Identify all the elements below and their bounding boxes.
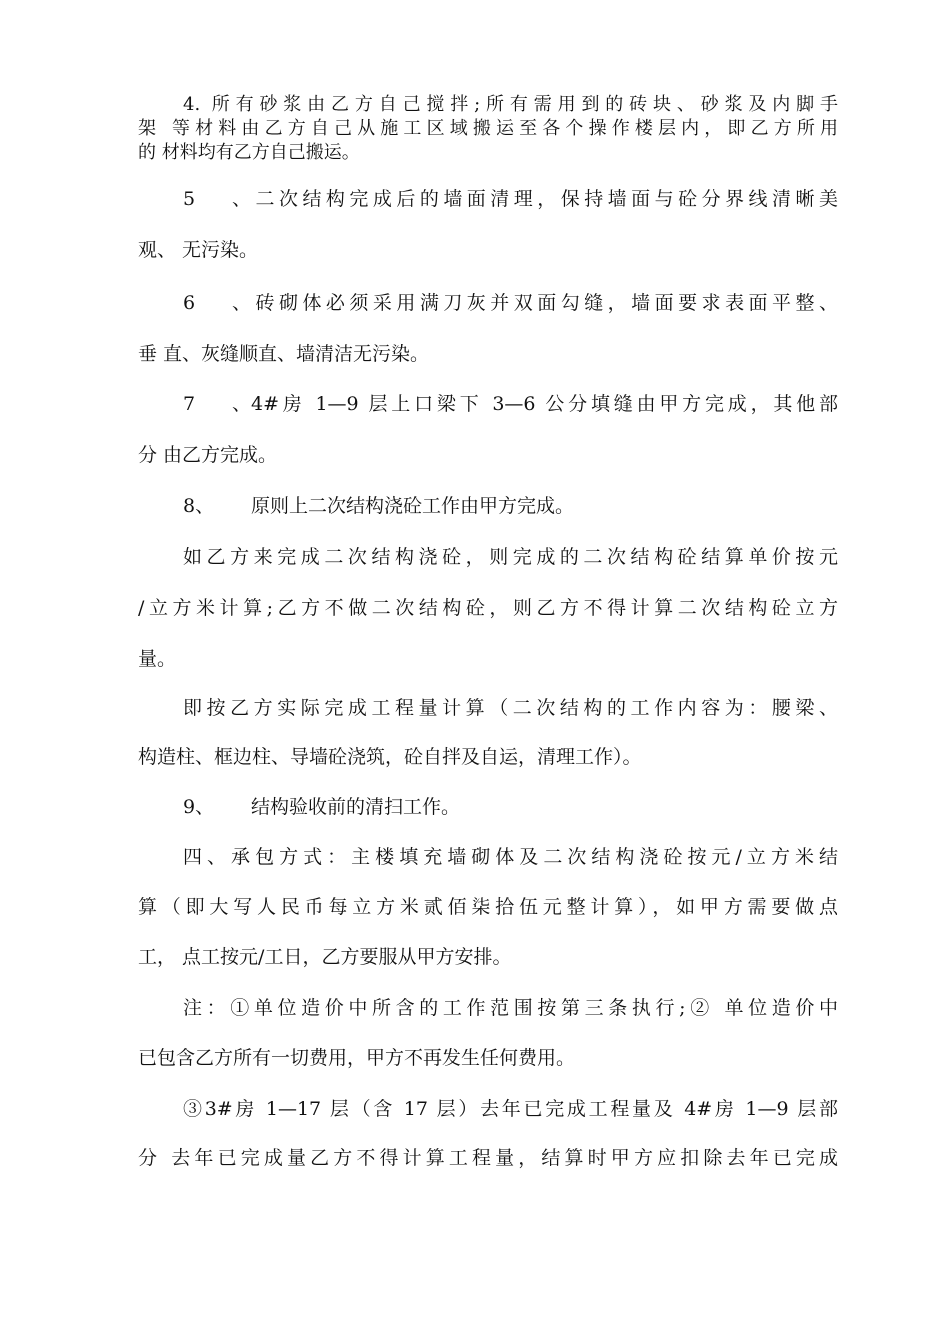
item-number: 9、 xyxy=(183,796,215,818)
text-line: 垂 直、灰缝顺直、墙清洁无污染。 xyxy=(138,343,430,365)
item-text: 4#房 1—9 层上口梁下 3—6 公分填缝由甲方完成，其他部 xyxy=(251,393,838,415)
list-item-9 xyxy=(183,795,838,819)
text-line: 观、 无污染。 xyxy=(138,239,259,261)
item-text: 结构验收前的清扫工作。 xyxy=(251,796,461,818)
text-line: 分 去年已完成量乙方不得计算工程量，结算时甲方应扣除去年已完成 xyxy=(138,1147,838,1169)
text-line: 即按乙方实际完成工程量计算（二次结构的工作内容为：腰梁、 xyxy=(183,697,838,719)
list-item-5 xyxy=(183,187,838,211)
item-text: 砖砌体必须采用满刀灰并双面勾缝，墙面要求表面平整、 xyxy=(251,292,838,314)
note-line: ③3#房 1—17 层（含 17 层）去年已完成工程量及 4#房 1—9 层部 xyxy=(183,1098,838,1120)
text-line: 分 由乙方完成。 xyxy=(138,444,278,466)
item-number: 8、 xyxy=(183,495,215,517)
list-item-6 xyxy=(183,291,838,315)
text-line: 的 材料均有乙方自己搬运。 xyxy=(138,142,360,163)
text-line: 量。 xyxy=(138,648,177,670)
list-item-7 xyxy=(183,392,838,416)
text-line: 算（即大写人民币每立方米贰佰柒拾伍元整计算），如甲方需要做点 xyxy=(138,896,838,918)
text-line: 已包含乙方所有一切费用，甲方不再发生任何费用。 xyxy=(138,1047,576,1069)
item-text: 原则上二次结构浇砼工作由甲方完成。 xyxy=(251,495,575,517)
item-number: 5、 xyxy=(183,188,251,210)
item-number: 6、 xyxy=(183,292,251,314)
item-text: 二次结构完成后的墙面清理，保持墙面与砼分界线清晰美 xyxy=(251,188,838,210)
text-line: 工， 点工按元/工日，乙方要服从甲方安排。 xyxy=(138,946,512,968)
note-line: 注：①单位造价中所含的工作范围按第三条执行;② 单位造价中 xyxy=(183,997,838,1019)
text-line: 如乙方来完成二次结构浇砼，则完成的二次结构砼结算单价按元 xyxy=(183,546,838,568)
list-item-8 xyxy=(183,494,838,518)
text-line: 架 等材料由乙方自己从施工区域搬运至各个操作楼层内，即乙方所用 xyxy=(138,118,838,139)
section-heading-line: 四、承包方式：主楼填充墙砌体及二次结构浇砼按元/立方米结 xyxy=(183,846,838,868)
text-line: 构造柱、框边柱、导墙砼浇筑，砼自拌及自运，清理工作）。 xyxy=(138,746,642,768)
item-number: 7、 xyxy=(183,393,251,415)
text-line: /立方米计算;乙方不做二次结构砼，则乙方不得计算二次结构砼立方 xyxy=(138,597,838,619)
text-line: 4. 所有砂浆由乙方自己搅拌;所有需用到的砖块、砂浆及内脚手 xyxy=(183,94,838,115)
